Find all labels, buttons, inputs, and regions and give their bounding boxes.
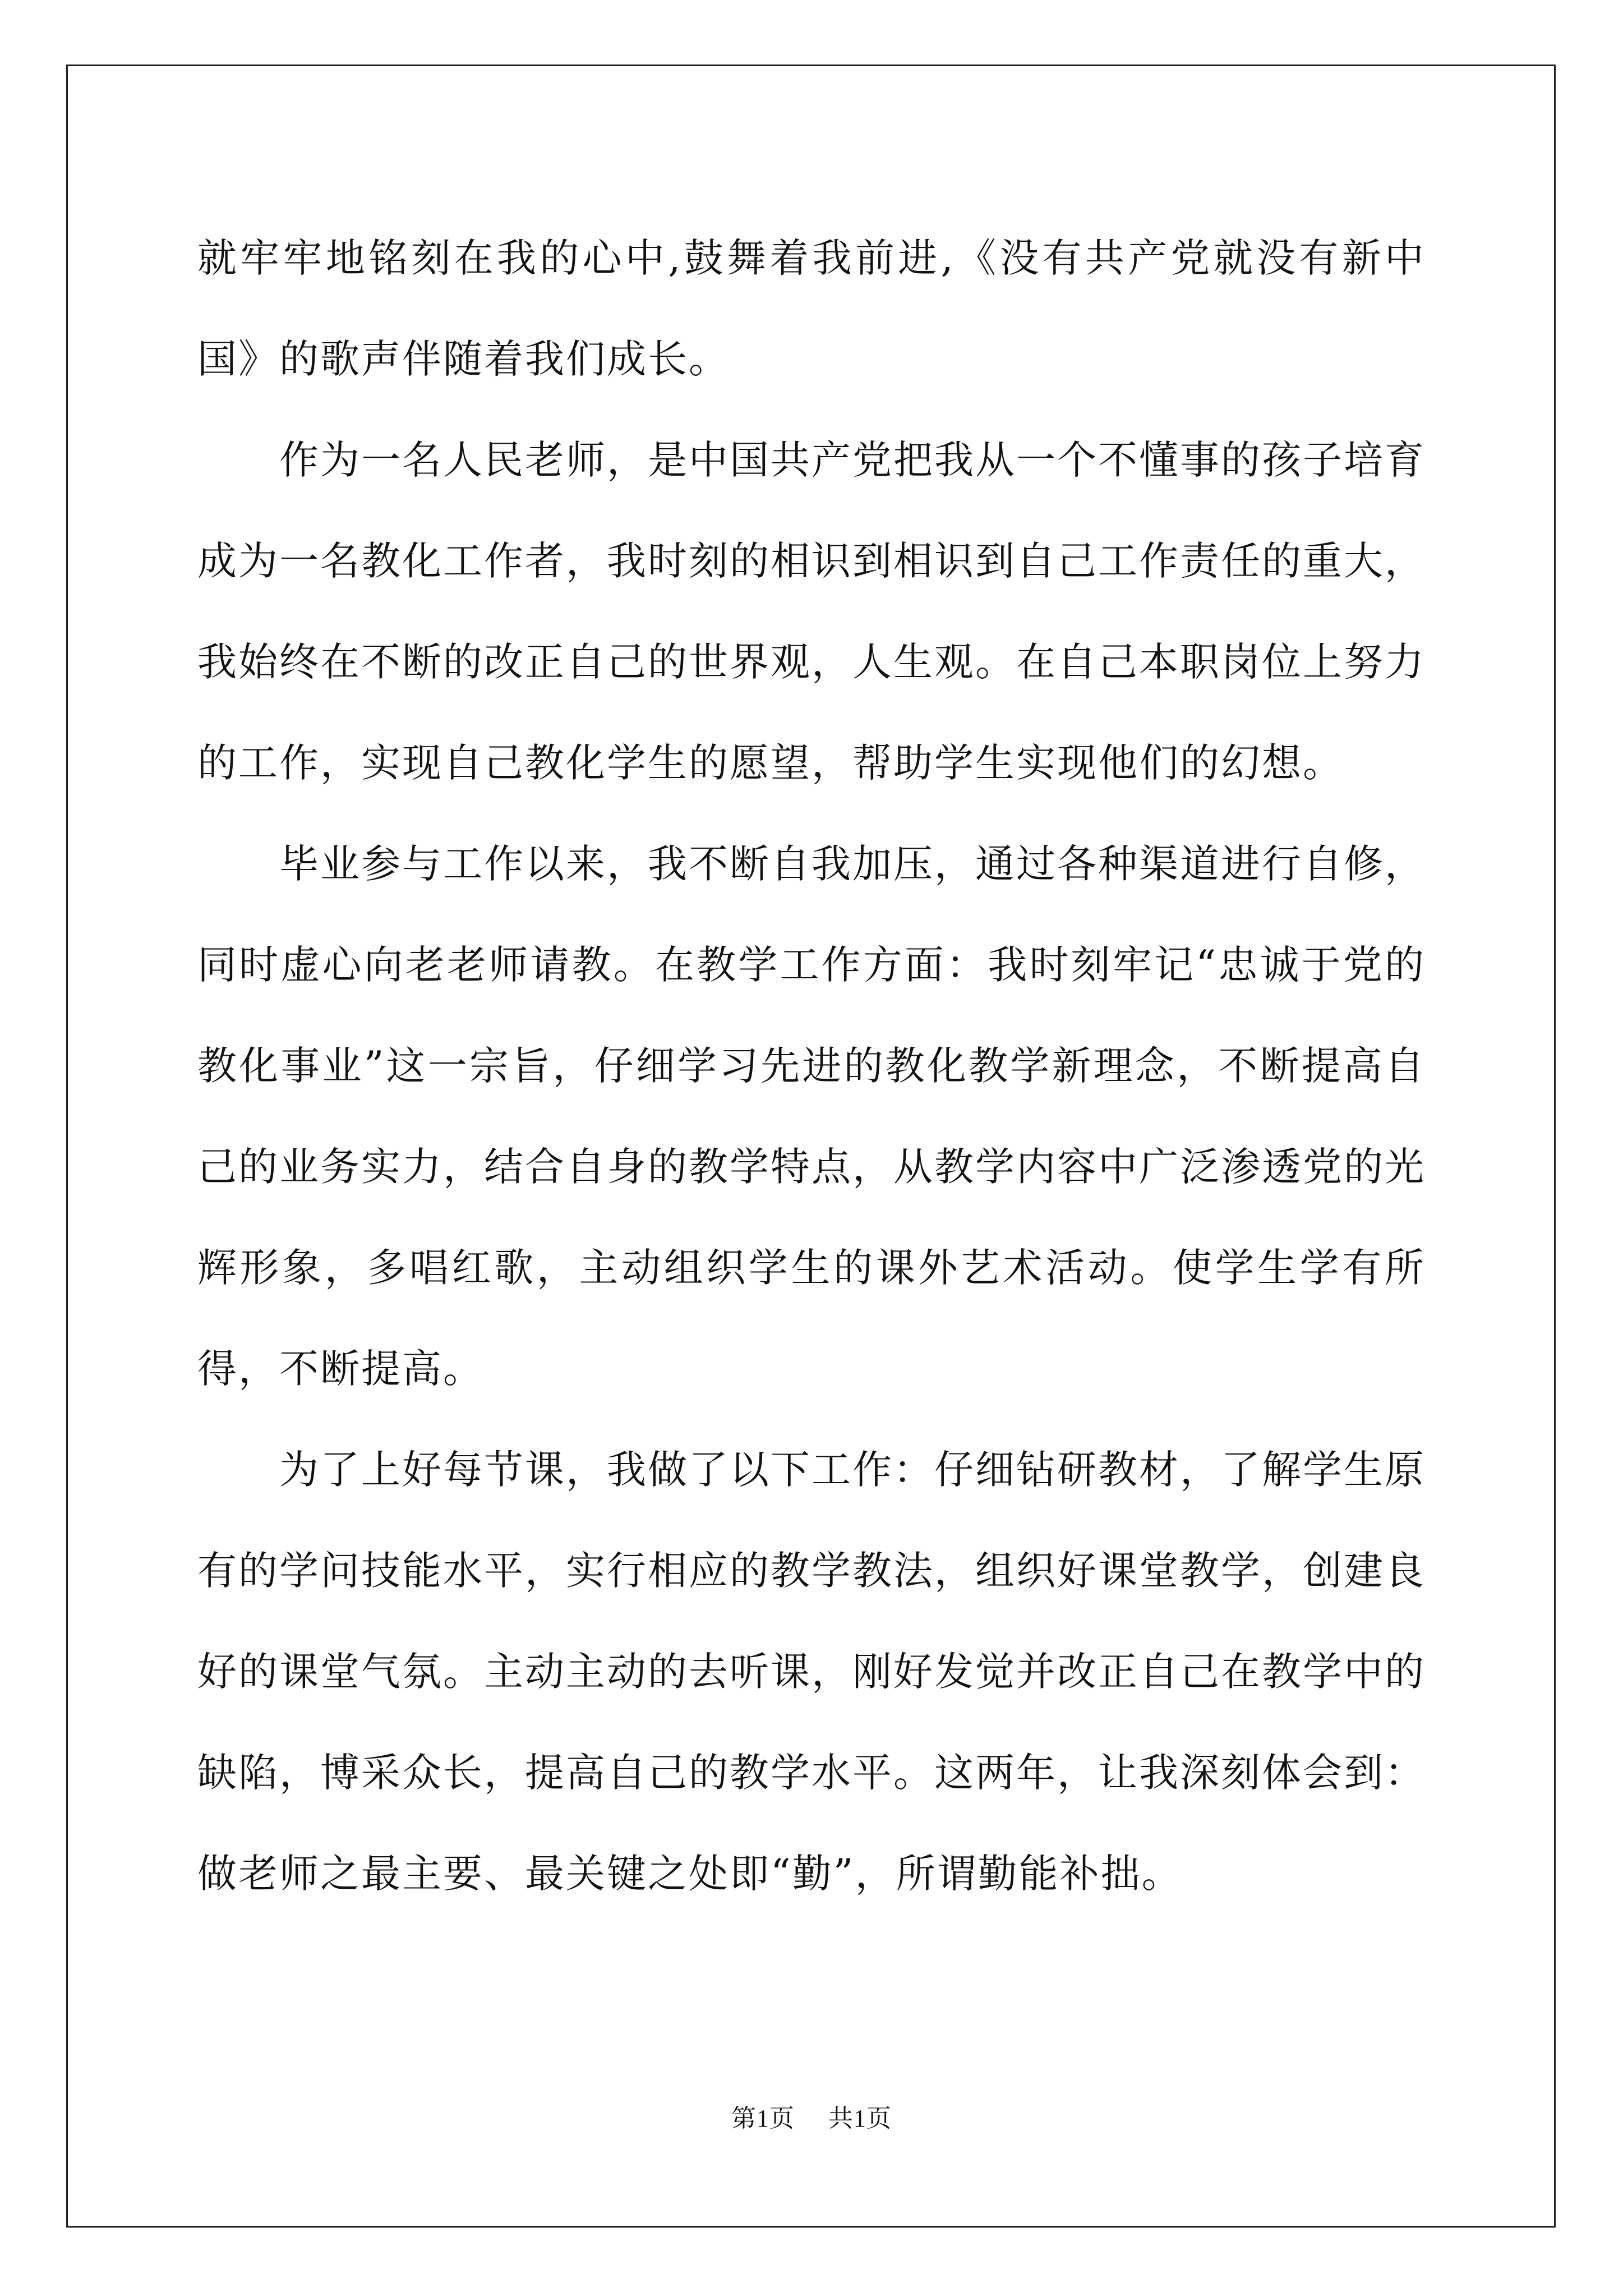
page-number: 第1页 [731,2105,795,2132]
paragraph-3: 毕业参与工作以来，我不断自我加压，通过各种渠道进行自修，同时虚心向老老师请教。在教学工作方面：我时刻牢记“忠诚于党的教化事业”这一宗旨，仔细学习先进的教化教学新理念，不断提高自己的业务实力，结合自身的教学特点，从教学内容中广泛渗透党的光辉形象，多唱红歌，主动组织学生的课外艺术活动。使学生学有所得，不断提高。 [197,841,1426,1392]
paragraph-4: 为了上好每节课，我做了以下工作：仔细钻研教材，了解学生原有的学问技能水平，实行相应的教学教法，组织好课堂教学，创建良好的课堂气氛。主动主动的去听课，刚好发觉并改正自己在教学中的缺陷，博采众长，提高自己的教学水平。这两年，让我深刻体会到：做老师之最主要、最关键之处即“勤”，所谓勤能补拙。 [197,1447,1426,1897]
document-body [197,208,1426,1924]
paragraph-1: 就牢牢地铭刻在我的心中,鼓舞着我前进,《没有共产党就没有新中国》的歌声伴随着我们成长。 [197,235,1426,382]
page-total: 共1页 [828,2105,892,2132]
paragraph-2: 作为一名人民老师，是中国共产党把我从一个不懂事的孩子培育成为一名教化工作者，我时刻的相识到相识到自己工作责任的重大，我始终在不断的改正自己的世界观，人生观。在自己本职岗位上努力的工作，实现自己教化学生的愿望，帮助学生实现他们的幻想。 [197,437,1426,786]
page-footer [0,2102,1623,2136]
